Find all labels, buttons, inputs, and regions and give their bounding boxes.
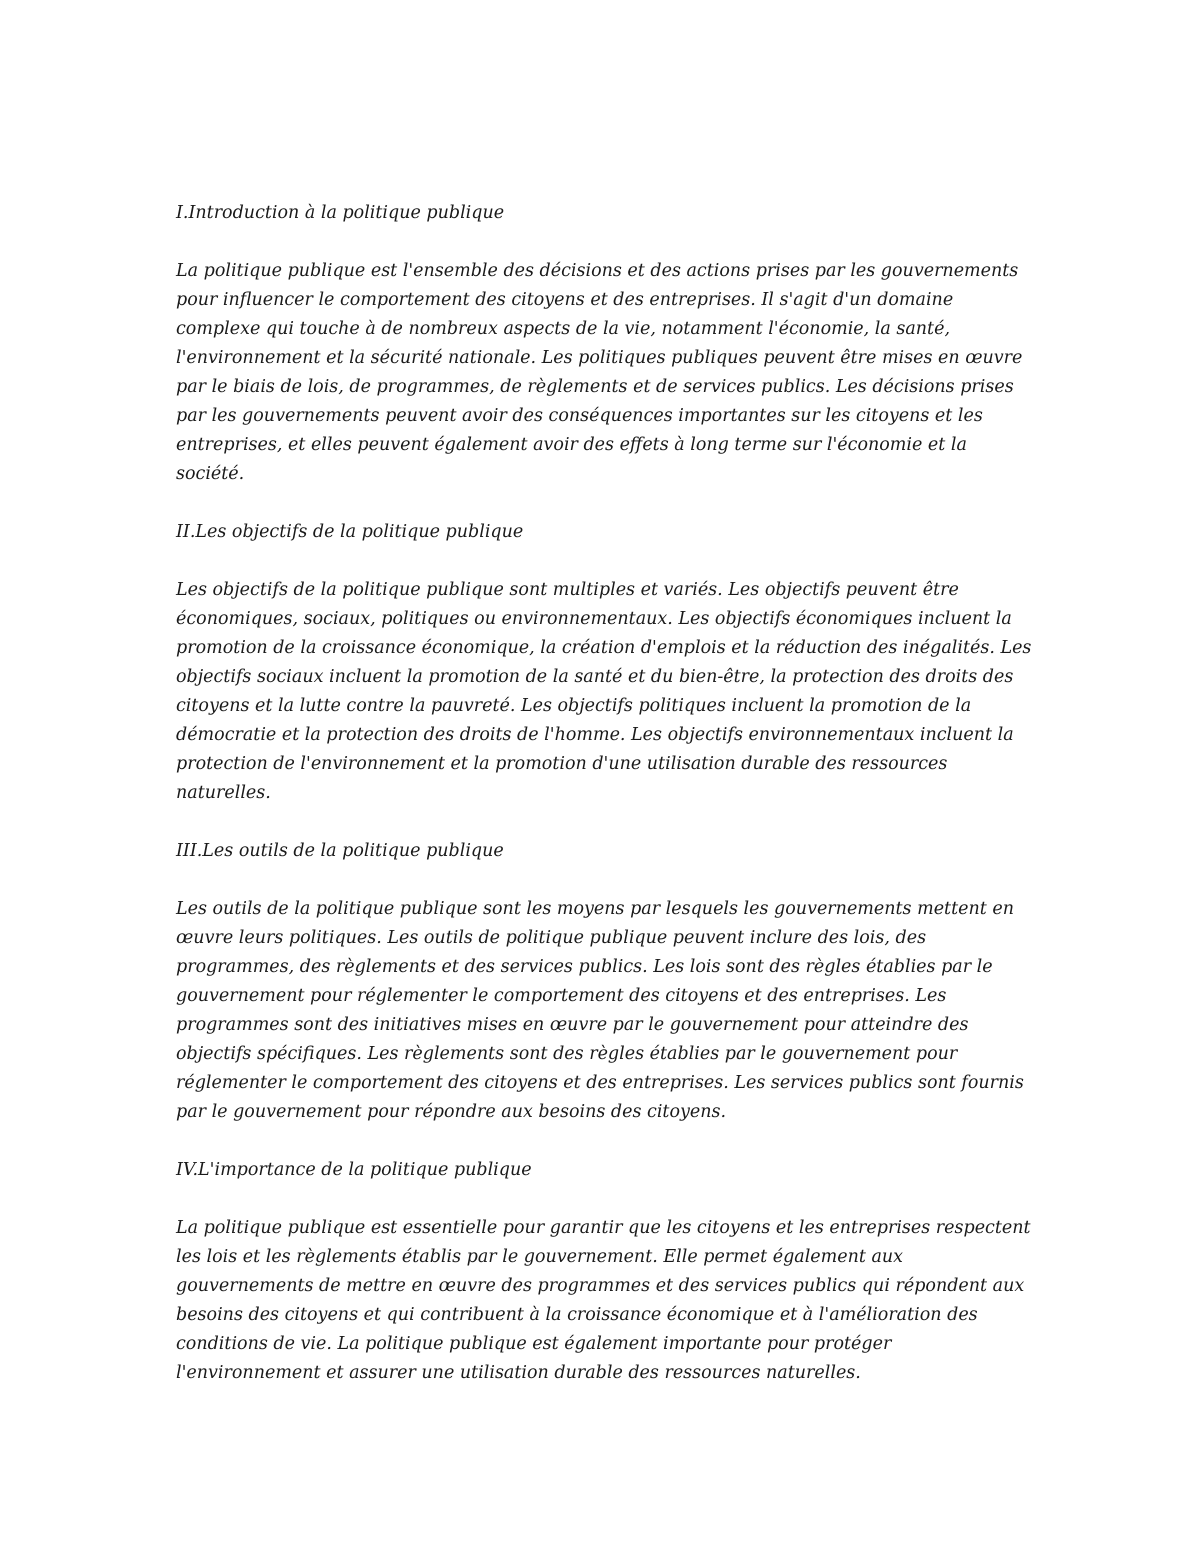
document-body — [176, 199, 1036, 1417]
section-paragraph-introduction: La politique publique est l'ensemble des décisions et des actions prises par les gouvernements pour influencer le comportement des citoyens et des entreprises. Il s'agit d'un domaine complexe qui touche à de nombreux aspects de la vie, notamment l'économie, la santé, l'environnement et la sécurité nationale. Les politiques publiques peuvent être mises en œuvre par le biais de lois, de programmes, de règlements et de services publics. Les décisions prises par les gouvernements peuvent avoir des conséquences importantes sur les citoyens et les entreprises, et elles peuvent également avoir des effets à long terme sur l'économie et la société. — [176, 261, 1023, 484]
section-paragraph-importance: La politique publique est essentielle pour garantir que les citoyens et les entreprises respectent les lois et les règlements établis par le gouvernement. Elle permet également aux gouvernements de mettre en œuvre des programmes et des services publics qui répondent aux besoins des citoyens et qui contribuent à la croissance économique et à l'amélioration des conditions de vie. La politique publique est également importante pour protéger l'environnement et assurer une utilisation durable des ressources naturelles. — [176, 1218, 1031, 1383]
section-heading-objectifs: II.Les objectifs de la politique publique — [176, 522, 524, 542]
section-paragraph-outils: Les outils de la politique publique sont les moyens par lesquels les gouvernements mettent en œuvre leurs politiques. Les outils de politique publique peuvent inclure des lois, des programmes, des règlements et des services publics. Les lois sont des règles établies par le gouvernement pour réglementer le comportement des citoyens et des entreprises. Les programmes sont des initiatives mises en œuvre par le gouvernement pour atteindre des objectifs spécifiques. Les règlements sont des règles établies par le gouvernement pour réglementer le comportement des citoyens et des entreprises. Les services publics sont fournis par le gouvernement pour répondre aux besoins des citoyens. — [176, 899, 1024, 1122]
section-heading-introduction: I.Introduction à la politique publique — [176, 203, 505, 223]
section-heading-outils: III.Les outils de la politique publique — [176, 841, 504, 861]
section-heading-importance: IV.L'importance de la politique publique — [176, 1160, 532, 1180]
section-paragraph-objectifs: Les objectifs de la politique publique sont multiples et variés. Les objectifs peuvent être économiques, sociaux, politiques ou environnementaux. Les objectifs économiques incluent la promotion de la croissance économique, la création d'emplois et la réduction des inégalités. Les objectifs sociaux incluent la promotion de la santé et du bien-être, la protection des droits des citoyens et la lutte contre la pauvreté. Les objectifs politiques incluent la promotion de la démocratie et la protection des droits de l'homme. Les objectifs environnementaux incluent la protection de l'environnement et la promotion d'une utilisation durable des ressources naturelles. — [176, 580, 1032, 803]
